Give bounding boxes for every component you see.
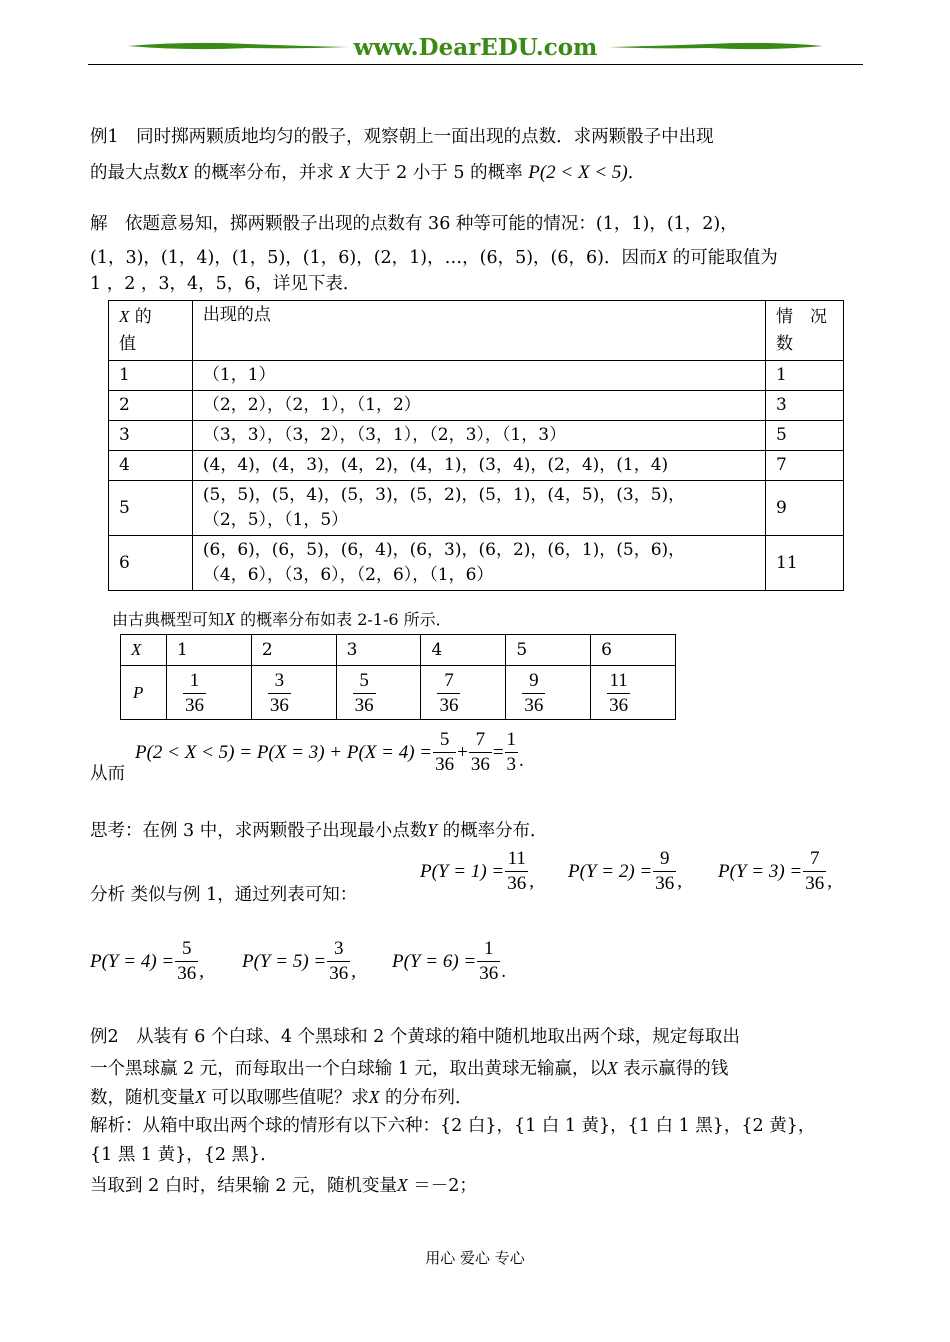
example2-line5: {1 黑 1 黄}，{2 黑}．: [90, 1145, 278, 1165]
count-cell: 9: [766, 481, 844, 536]
outcomes-table: [108, 300, 844, 591]
header-points: 出现的点: [192, 301, 765, 361]
example2-line1: 例2 从装有 6 个白球、4 个黑球和 2 个黄球的箱中随机地取出两个球，规定每取出: [90, 1027, 740, 1047]
page-footer: 用心 爱心 专心: [425, 1249, 525, 1267]
prob-expression: P(2 < X < 5): [528, 162, 628, 183]
probability-cell: $\frac{11}{36}$: [591, 666, 676, 720]
x-value-cell: 1: [109, 361, 193, 391]
example2-line6: 当取到 2 白时，结果输 2 元，随机变量X ＝－2；: [90, 1175, 477, 1196]
header-x-value: X 的 值: [109, 301, 193, 361]
therefore-equation: P(2 < X < 5) = P(X = 3) + P(X = 4) = $\frac{5}{36}$ + $\frac{7}{36}$ = $\frac{1}{3}$ .: [135, 729, 524, 775]
fraction-7-36: $\frac{7}{36}$: [470, 729, 490, 775]
solution-line3: 1 ，2 ，3，4，5，6，详见下表．: [90, 274, 361, 294]
probability-cell: $\frac{1}{36}$: [167, 666, 252, 720]
table-header-row: [109, 301, 844, 361]
x-value-cell: 1: [167, 635, 252, 666]
x-value-cell: 3: [109, 421, 193, 451]
x-label: X: [121, 635, 167, 666]
site-logo[interactable]: www.DearEDU.com: [353, 34, 598, 61]
probability-equation: P(Y = 3) = $\frac{7}{36}$ ,: [718, 848, 832, 894]
points-cell: （1，1）: [192, 361, 765, 391]
x-value-cell: 2: [251, 635, 336, 666]
therefore-label: 从而: [90, 764, 125, 784]
x-value-cell: 3: [336, 635, 421, 666]
table-row: [109, 536, 844, 591]
p-row: [121, 666, 676, 720]
points-cell: (4，4)，(4，3)，(4，2)，(4，1)，(3，4)，(2，4)，(1，4): [192, 451, 765, 481]
think-line: 思考：在例 3 中，求两颗骰子出现最小点数Y 的概率分布．: [90, 820, 548, 841]
fraction-1-3: $\frac{1}{3}$: [506, 729, 517, 775]
table-row: [109, 391, 844, 421]
x-value-cell: 2: [109, 391, 193, 421]
count-cell: 3: [766, 391, 844, 421]
x-value-cell: 6: [109, 536, 193, 591]
right-leaf-decoration: [608, 41, 823, 51]
page-header: [88, 28, 863, 68]
header-count: 情 况 数: [766, 301, 844, 361]
table-row: [109, 421, 844, 451]
p-label: P: [121, 666, 167, 720]
fraction-5-36: $\frac{5}{36}$: [435, 729, 455, 775]
solution-line2: (1，3)，(1，4)，(1，5)，(1，6)，(2，1)，…，(6，5)，(6，6)．因而X 的可能取值为: [90, 247, 778, 268]
x-value-cell: 4: [109, 451, 193, 481]
points-cell: （3，3），（3，2），（3，1），（2，3），（1，3）: [192, 421, 765, 451]
count-cell: 11: [766, 536, 844, 591]
x-value-cell: 4: [421, 635, 506, 666]
header-rule: [88, 64, 863, 65]
analysis-label: 分析 类似与例 1，通过列表可知：: [90, 885, 358, 905]
probability-equation: P(Y = 5) = $\frac{3}{36}$ ,: [242, 938, 356, 984]
example1-line1: 例1 同时掷两颗质地均匀的骰子，观察朝上一面出现的点数．求两颗骰子中出现: [90, 127, 714, 147]
x-value-cell: 5: [506, 635, 591, 666]
points-cell: (6，6)，(6，5)，(6，4)，(6，3)，(6，2)，(6，1)，(5，6)， （4，6），（3，6），（2，6），（1，6）: [192, 536, 765, 591]
probability-cell: $\frac{5}{36}$: [336, 666, 421, 720]
distribution-intro: 由古典概型可知X 的概率分布如表 2-1-6 所示．: [112, 609, 452, 629]
probability-cell: $\frac{3}{36}$: [251, 666, 336, 720]
probability-cell: $\frac{9}{36}$: [506, 666, 591, 720]
table-row: [109, 451, 844, 481]
count-cell: 5: [766, 421, 844, 451]
example1-line2: 的最大点数X 的概率分布，并求 X 大于 2 小于 5 的概率 P(2 < X < 5)．: [90, 162, 646, 183]
points-cell: （2，2），（2，1），（1，2）: [192, 391, 765, 421]
x-value-cell: 5: [109, 481, 193, 536]
example2-line3: 数，随机变量X 可以取哪些值呢？求X 的分布列．: [90, 1087, 473, 1108]
left-leaf-decoration: [128, 41, 348, 51]
count-cell: 1: [766, 361, 844, 391]
table-row: [109, 481, 844, 536]
probability-equation: P(Y = 6) = $\frac{1}{36}$ .: [392, 938, 506, 984]
probability-equation: P(Y = 2) = $\frac{9}{36}$ ,: [568, 848, 682, 894]
probability-equation: P(Y = 4) = $\frac{5}{36}$ ,: [90, 938, 204, 984]
probability-cell: $\frac{7}{36}$: [421, 666, 506, 720]
solution-line1: 解 依题意易知，掷两颗骰子出现的点数有 36 种等可能的情况：(1，1)，(1，2)，: [90, 214, 738, 234]
count-cell: 7: [766, 451, 844, 481]
x-row: [121, 635, 676, 666]
x-value-cell: 6: [591, 635, 676, 666]
points-cell: (5，5)，(5，4)，(5，3)，(5，2)，(5，1)，(4，5)，(3，5)， （2，5），（1，5）: [192, 481, 765, 536]
example2-line4: 解析：从箱中取出两个球的情形有以下六种：{2 白}，{1 白 1 黄}，{1 白 1 黑}，{2 黄}，: [90, 1116, 816, 1136]
probability-equation: P(Y = 1) = $\frac{11}{36}$ ,: [420, 848, 534, 894]
distribution-table: [120, 634, 676, 720]
example2-line2: 一个黑球赢 2 元，而每取出一个白球输 1 元，取出黄球无输赢，以X 表示赢得的钱: [90, 1058, 729, 1079]
table-row: [109, 361, 844, 391]
